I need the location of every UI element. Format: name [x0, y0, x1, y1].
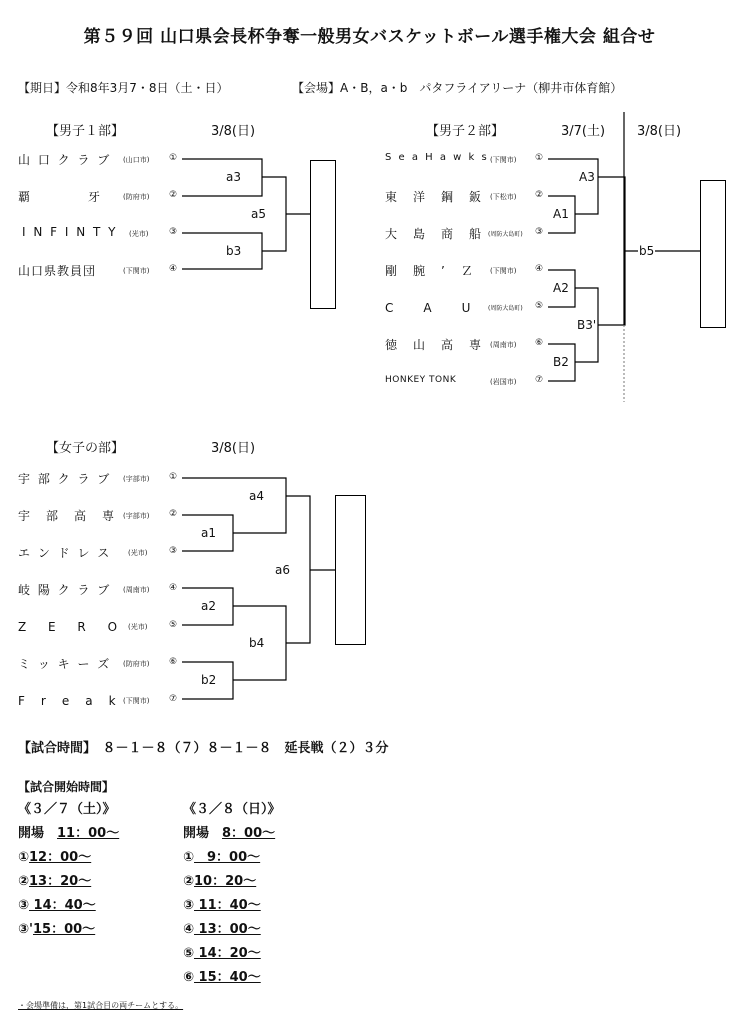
team-city: (岩国市)	[490, 378, 517, 386]
team-city: (下関市)	[490, 267, 517, 275]
team-seed: ③	[169, 546, 178, 556]
team-name: 剛 腕 ’ Ｚ	[385, 264, 475, 278]
team-name: I N F I N T Y	[22, 225, 118, 239]
row-time: 11：40～	[194, 898, 261, 913]
match-label: a1	[201, 526, 216, 540]
team-seed: ⑥	[169, 657, 178, 667]
team-seed: ①	[169, 472, 178, 482]
row-num: ②	[183, 874, 195, 889]
team-seed: ③	[169, 227, 178, 237]
women-date: 3/8(日)	[211, 441, 256, 456]
team-city: (防府市)	[123, 193, 150, 201]
team-city: (下関市)	[490, 156, 517, 164]
women-title: 【女子の部】	[46, 441, 125, 456]
match-label: B2	[553, 355, 569, 369]
team-name: 覇 牙	[18, 190, 103, 204]
match-label: a4	[249, 489, 264, 503]
open-label: 開場	[183, 826, 223, 841]
match-label: A3	[579, 170, 595, 184]
row-num: ①	[183, 850, 195, 865]
row-num: ③'	[18, 922, 33, 937]
team-seed: ⑦	[169, 694, 178, 704]
team-name: 山 口 ク ラ ブ	[18, 153, 112, 167]
match-label: A2	[553, 281, 569, 295]
team-name: エ ン ド レ ス	[18, 546, 112, 560]
row-time: 10：20～	[194, 874, 257, 889]
team-city: (下松市)	[490, 193, 517, 201]
row-time: 15：00～	[33, 922, 96, 937]
period-info: 【期日】令和8年3月7・8日（土・日）	[18, 81, 229, 95]
team-seed: ⑥	[535, 338, 544, 348]
team-name: 宇 部 ク ラ ブ	[18, 472, 112, 486]
team-city: (光市)	[129, 230, 149, 238]
team-name: Z E R O	[18, 620, 120, 634]
match-label: b3	[226, 244, 242, 258]
team-city: (下関市)	[123, 267, 150, 275]
row-time: 9：00～	[194, 850, 261, 865]
team-seed: ②	[169, 509, 178, 519]
men2-date-day2: 3/8(日)	[637, 124, 682, 139]
venue-info: 【会場】A・B，a・b パタフライアリーナ（柳井市体育館）	[292, 81, 623, 95]
team-seed: ④	[169, 583, 178, 593]
row-num: ④	[183, 922, 195, 937]
team-seed: ④	[535, 264, 544, 274]
team-city: (下関市)	[123, 697, 150, 705]
team-city: (防府市)	[123, 660, 150, 668]
team-name: 岐 陽 ク ラ ブ	[18, 583, 112, 597]
day1-header: 《３／７（土）》	[18, 802, 116, 817]
row-time: 12：00～	[29, 850, 92, 865]
match-label: a6	[275, 563, 290, 577]
men2-date-day1: 3/7(土)	[561, 124, 606, 139]
team-city: (周南市)	[490, 341, 517, 349]
match-label: a5	[251, 207, 266, 221]
match-label: A1	[553, 207, 569, 221]
team-name: HONKEY TONK	[385, 375, 457, 385]
team-city: (光市)	[128, 623, 148, 631]
team-seed: ②	[535, 190, 544, 200]
team-seed: ②	[169, 190, 178, 200]
women-final-box	[335, 495, 366, 645]
open-time: 8：00～	[222, 826, 276, 841]
match-label: a2	[201, 599, 216, 613]
row-time: 14：40～	[29, 898, 96, 913]
row-time: 13：00～	[194, 922, 261, 937]
men1-title: 【男子１部】	[46, 124, 125, 139]
team-name: S e a H a w k s	[385, 152, 489, 163]
team-seed: ⑤	[535, 301, 544, 311]
men1-date: 3/8(日)	[211, 124, 256, 139]
match-label: a3	[226, 170, 241, 184]
team-seed: ⑦	[535, 375, 544, 385]
row-time: 15：40～	[194, 970, 261, 985]
team-city: (山口市)	[123, 156, 150, 164]
team-seed: ③	[535, 227, 544, 237]
team-name: C A U	[385, 301, 473, 315]
day2-header: 《３／８（日）》	[183, 802, 281, 817]
start-times-title: 【試合開始時間】	[18, 780, 115, 794]
team-city: (宇部市)	[123, 512, 150, 520]
team-name: ミ ッ キ ー ズ	[18, 657, 112, 671]
team-seed: ⑤	[169, 620, 178, 630]
open-time: 11：00～	[57, 826, 120, 841]
team-city: (周防大島町)	[488, 305, 523, 312]
match-label: b4	[249, 636, 265, 650]
row-num: ⑤	[183, 946, 195, 961]
men2-final-box	[700, 180, 726, 328]
row-num: ①	[18, 850, 30, 865]
row-num: ③	[183, 898, 195, 913]
venue-prep-note: ・会場準備は，第1試合目の両チームとする。	[18, 1001, 184, 1010]
match-label: B3'	[577, 318, 597, 332]
match-label: b5	[639, 244, 655, 258]
team-name: F r e a k	[18, 694, 118, 708]
team-city: (周防大島町)	[488, 231, 523, 238]
team-name: 大 島 商 船	[385, 227, 484, 241]
row-num: ⑥	[183, 970, 195, 985]
team-city: (宇部市)	[123, 475, 150, 483]
men1-final-box	[310, 160, 336, 309]
team-seed: ④	[169, 264, 178, 274]
team-name: 宇 部 高 専	[18, 509, 117, 523]
team-name: 徳 山 高 専	[385, 338, 484, 352]
team-name: 山口県教員団	[18, 264, 97, 278]
game-time: 【試合時間】 ８－１－８（７）８－１－８ 延長戦（２）３分	[18, 741, 389, 756]
row-time: 14：20～	[194, 946, 261, 961]
match-label: b2	[201, 673, 217, 687]
open-label: 開場	[18, 826, 58, 841]
team-city: (周南市)	[123, 586, 150, 594]
team-seed: ①	[535, 153, 544, 163]
team-city: (光市)	[128, 549, 148, 557]
row-num: ②	[18, 874, 30, 889]
row-time: 13：20～	[29, 874, 92, 889]
men2-title: 【男子２部】	[426, 124, 505, 139]
team-name: 東 洋 鋼 鈑	[385, 190, 484, 204]
row-num: ③	[18, 898, 30, 913]
page-title: 第５９回 山口県会長杯争奪一般男女バスケットボール選手権大会 組合せ	[83, 27, 656, 47]
team-seed: ①	[169, 153, 178, 163]
